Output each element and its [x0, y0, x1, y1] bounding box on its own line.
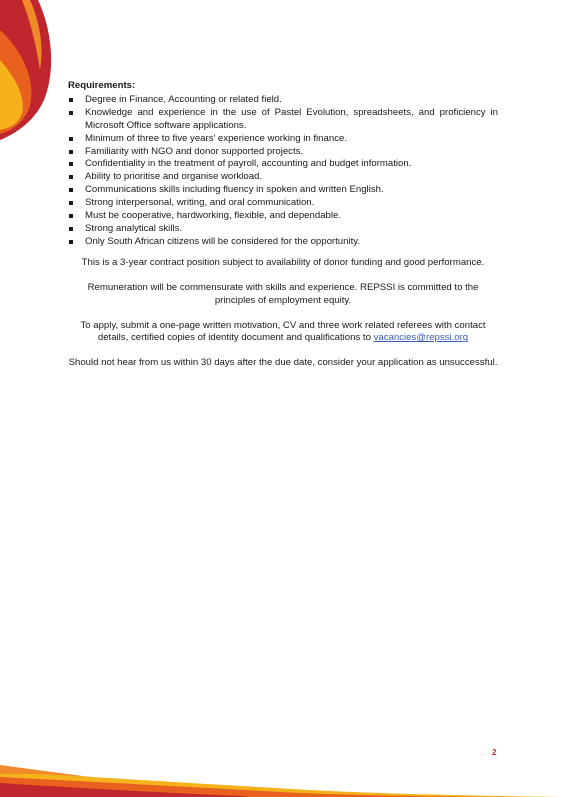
- remuneration-line-1: Remuneration will be commensurate with skills and experience. REPSSI is committed to the: [87, 281, 479, 293]
- top-left-flame-decoration: [0, 0, 60, 140]
- closing-paragraph: Should not hear from us within 30 days after the due date, consider your application as unsuccessful.: [68, 357, 498, 369]
- page-number: 2: [492, 748, 497, 757]
- bottom-flame-decoration: [0, 755, 562, 797]
- job-posting-content: [68, 80, 498, 370]
- requirement-item: Confidentiality in the treatment of payroll, accounting and budget information.: [68, 158, 498, 171]
- remuneration-line-2: principles of employment equity.: [214, 294, 352, 306]
- requirements-heading: Requirements:: [68, 80, 136, 91]
- remuneration-paragraph: [68, 282, 498, 308]
- requirement-item: Minimum of three to five years’ experience working in finance.: [68, 133, 498, 146]
- requirement-item: Strong interpersonal, writing, and oral communication.: [68, 197, 498, 210]
- requirement-item: Strong analytical skills.: [68, 223, 498, 236]
- requirement-item: Communications skills including fluency in spoken and written English.: [68, 184, 498, 197]
- apply-line-1: To apply, submit a one-page written motivation, CV and three work related referees with contact: [80, 319, 486, 331]
- apply-paragraph: [68, 320, 498, 346]
- requirements-list: [68, 94, 498, 249]
- vacancies-email-link[interactable]: vacancies@repssi.org: [373, 332, 469, 344]
- requirement-item: Ability to prioritise and organise workload.: [68, 171, 498, 184]
- requirement-item: Familiarity with NGO and donor supported projects.: [68, 146, 498, 159]
- requirement-item: Degree in Finance, Accounting or related field.: [68, 94, 498, 107]
- requirement-item: Only South African citizens will be considered for the opportunity.: [68, 236, 498, 249]
- contract-paragraph: This is a 3-year contract position subject to availability of donor funding and good performance.: [81, 256, 485, 268]
- apply-line-2: details, certified copies of identity document and qualifications to: [97, 332, 374, 344]
- requirement-item: Knowledge and experience in the use of Pastel Evolution, spreadsheets, and proficiency in Microsoft Office software applications.: [68, 107, 498, 133]
- requirement-item: Must be cooperative, hardworking, flexible, and dependable.: [68, 210, 498, 223]
